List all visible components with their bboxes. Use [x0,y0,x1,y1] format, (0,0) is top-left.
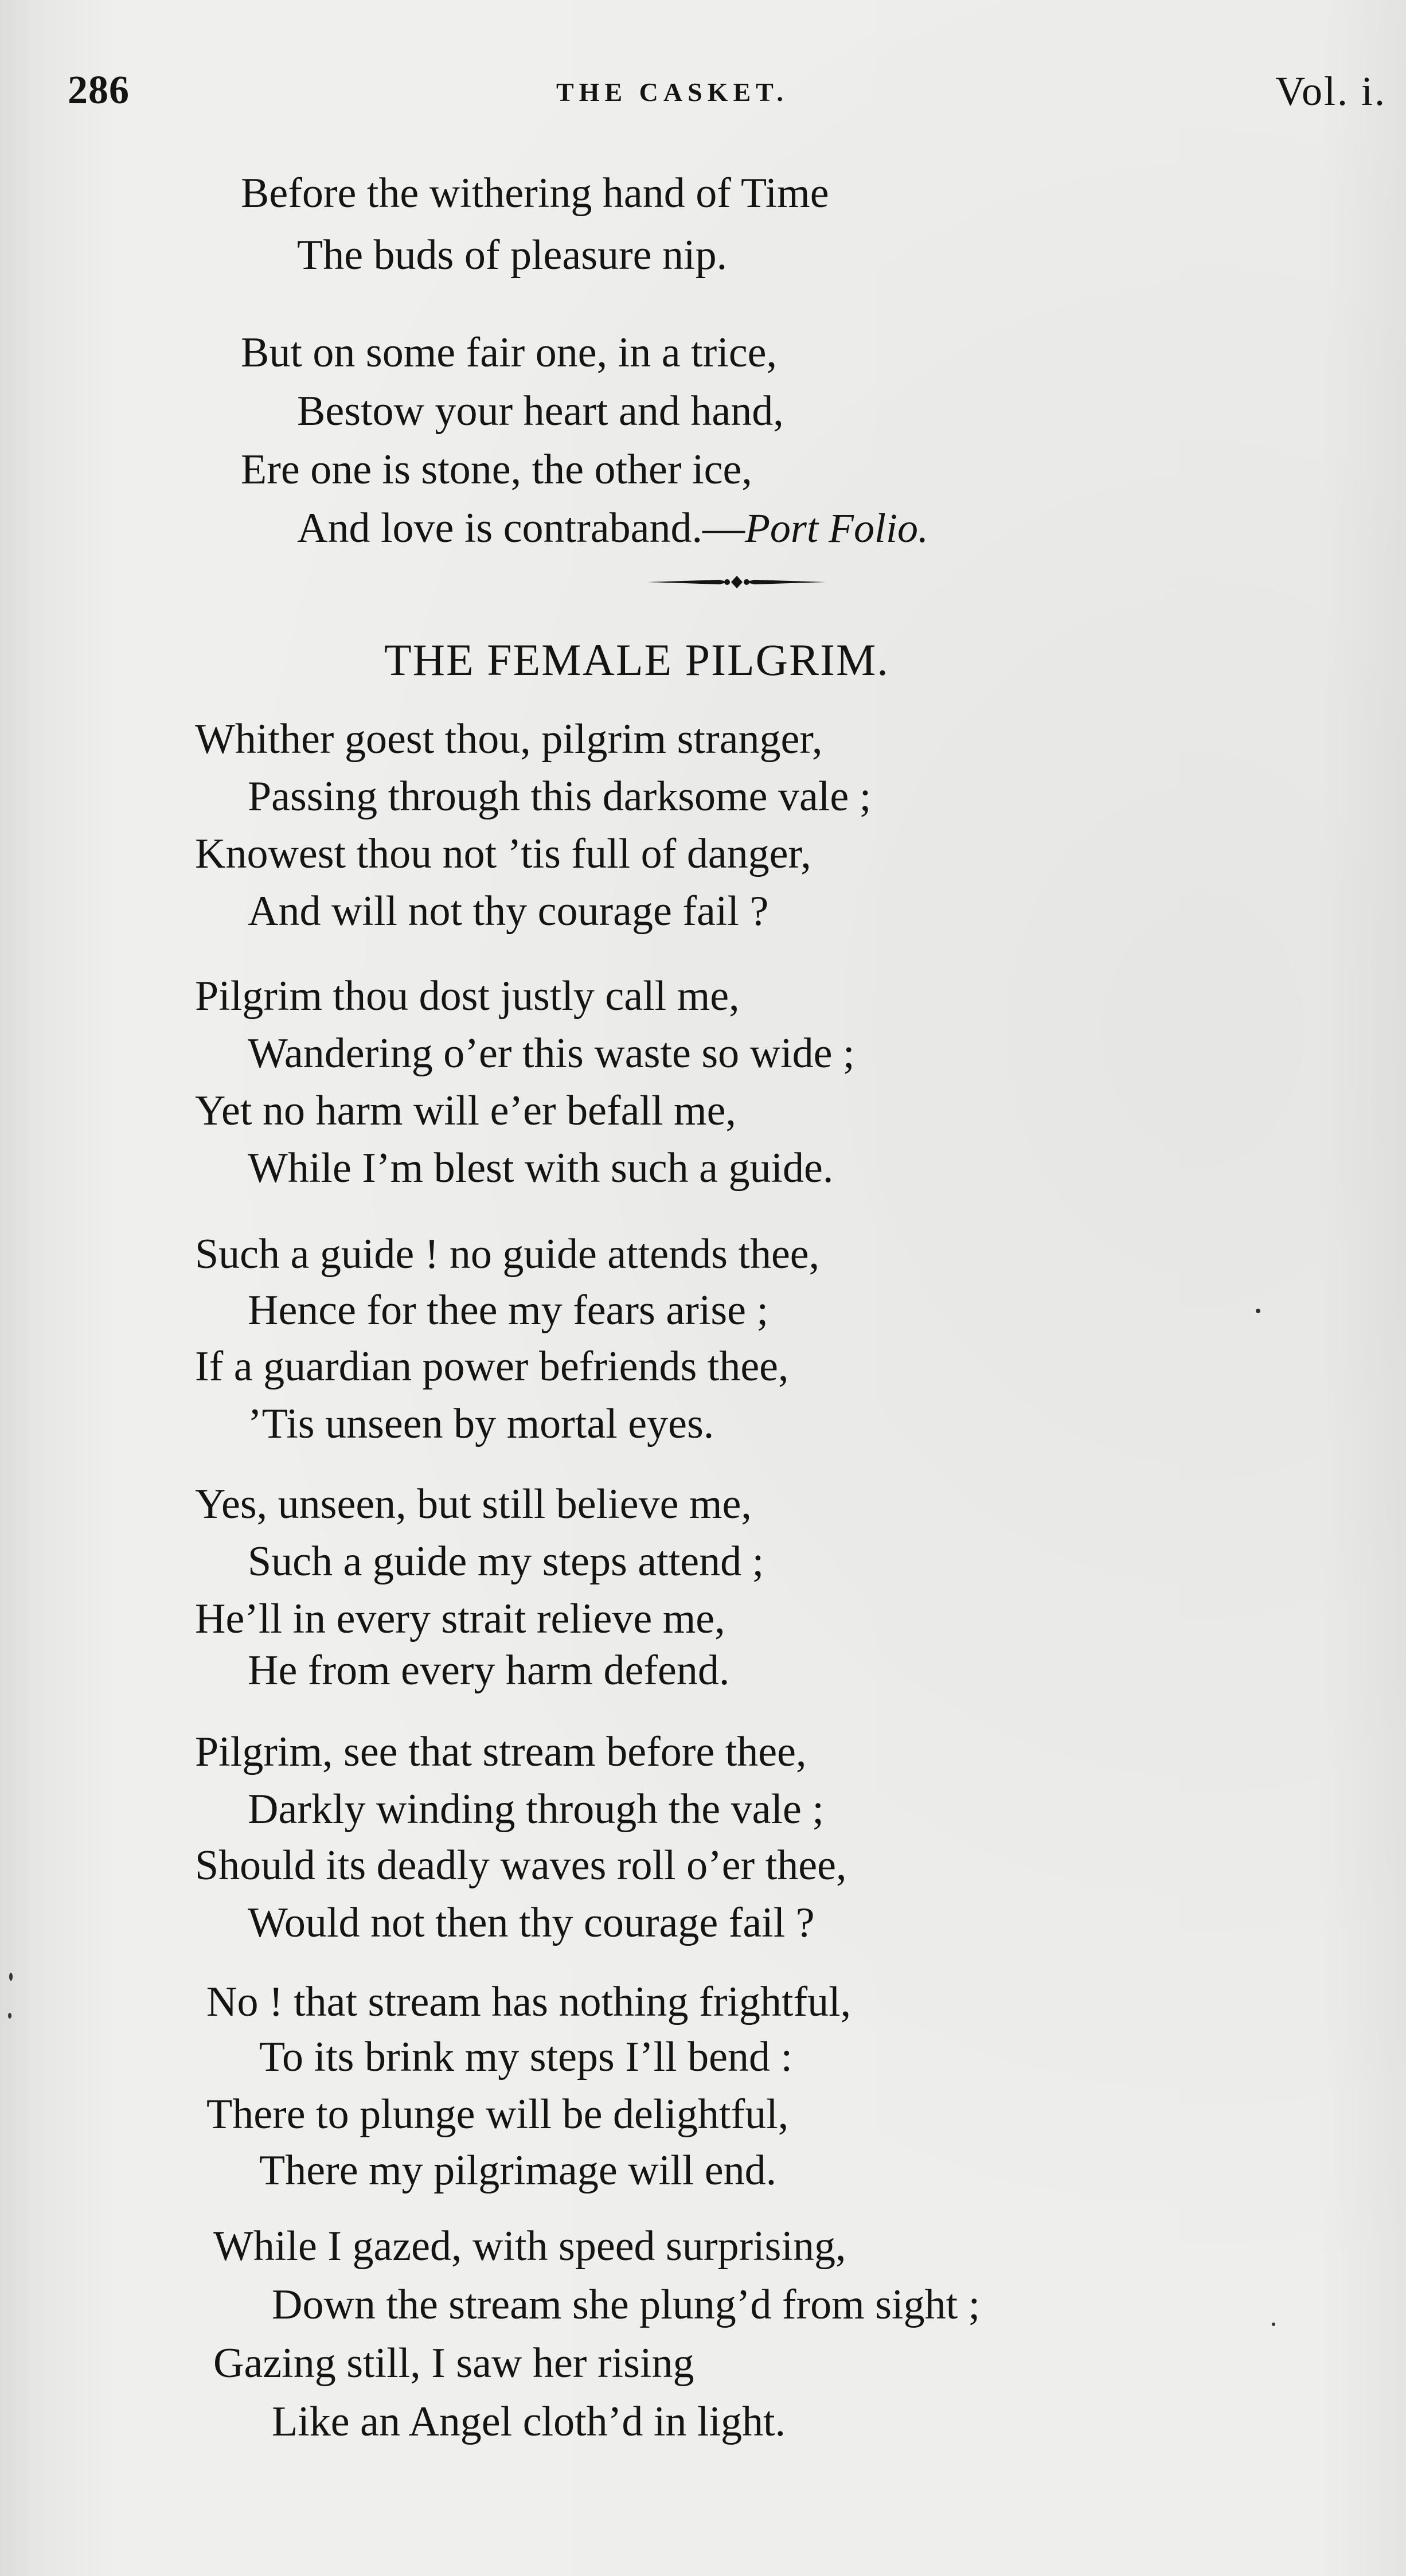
poem-line: Such a guide my steps attend ; [248,1538,764,1585]
poem-line: Ere one is stone, the other ice, [241,446,752,493]
poem-line: Yet no harm will e’er befall me, [195,1087,736,1134]
page-number: 286 [68,68,130,112]
attribution: Port Folio. [744,505,928,551]
poem-line-text: And love is contraband.— [297,505,745,552]
poem-line: To its brink my steps I’ll bend : [259,2034,793,2081]
poem-line: No ! that stream has nothing frightful, [206,1978,852,2025]
ink-fleck [1272,2323,1275,2326]
poem-line: There my pilgrimage will end. [259,2147,777,2194]
poem-line: Pilgrim, see that stream before thee, [195,1728,807,1775]
poem-line: Before the withering hand of Time [241,170,829,217]
poem-line: And will not thy courage fail ? [248,888,769,935]
poem-title: THE FEMALE PILGRIM. [384,635,889,685]
poem-line: There to plunge will be delightful, [206,2091,789,2138]
poem-line: Like an Angel cloth’d in light. [272,2398,786,2445]
poem-line: He from every harm defend. [248,1647,730,1694]
poem-line: Pilgrim thou dost justly call me, [195,973,740,1020]
poem-line: But on some fair one, in a trice, [241,329,778,376]
poem-line: Such a guide ! no guide attends thee, [195,1231,820,1278]
poem-line: Hence for thee my fears arise ; [248,1287,769,1334]
poem-line: Wandering o’er this waste so wide ; [248,1030,855,1077]
ink-fleck [1256,1309,1260,1313]
volume-label: Vol. i. [1275,68,1387,114]
running-title: THE CASKET. [556,77,788,107]
poem-line: Should its deadly waves roll o’er thee, [195,1842,847,1889]
poem-line: If a guardian power befriends thee, [195,1343,789,1390]
poem-line: Gazing still, I saw her rising [213,2340,694,2387]
poem-line: Yes, unseen, but still believe me, [195,1481,752,1528]
poem-line: Would not then thy courage fail ? [248,1899,815,1946]
poem-line: The buds of pleasure nip. [297,232,728,279]
page-header [68,68,1398,125]
poem-line-with-attribution [297,505,928,552]
poem-line: Passing through this darksome vale ; [248,773,872,820]
rule-ornament-icon [648,575,826,590]
poem-line: Down the stream she plung’d from sight ; [272,2281,981,2328]
ink-fleck [9,1973,13,1981]
poem-line: ’Tis unseen by mortal eyes. [248,1400,714,1447]
poem-line: He’ll in every strait relieve me, [195,1595,725,1642]
poem-line: While I gazed, with speed surprising, [213,2223,846,2270]
poem-line: Darkly winding through the vale ; [248,1786,824,1833]
ink-fleck [8,2013,11,2019]
poem-line: Bestow your heart and hand, [297,388,784,435]
poem-line: Knowest thou not ’tis full of danger, [195,830,811,877]
poem-line: While I’m blest with such a guide. [248,1145,834,1192]
poem-line: Whither goest thou, pilgrim stranger, [195,716,823,763]
